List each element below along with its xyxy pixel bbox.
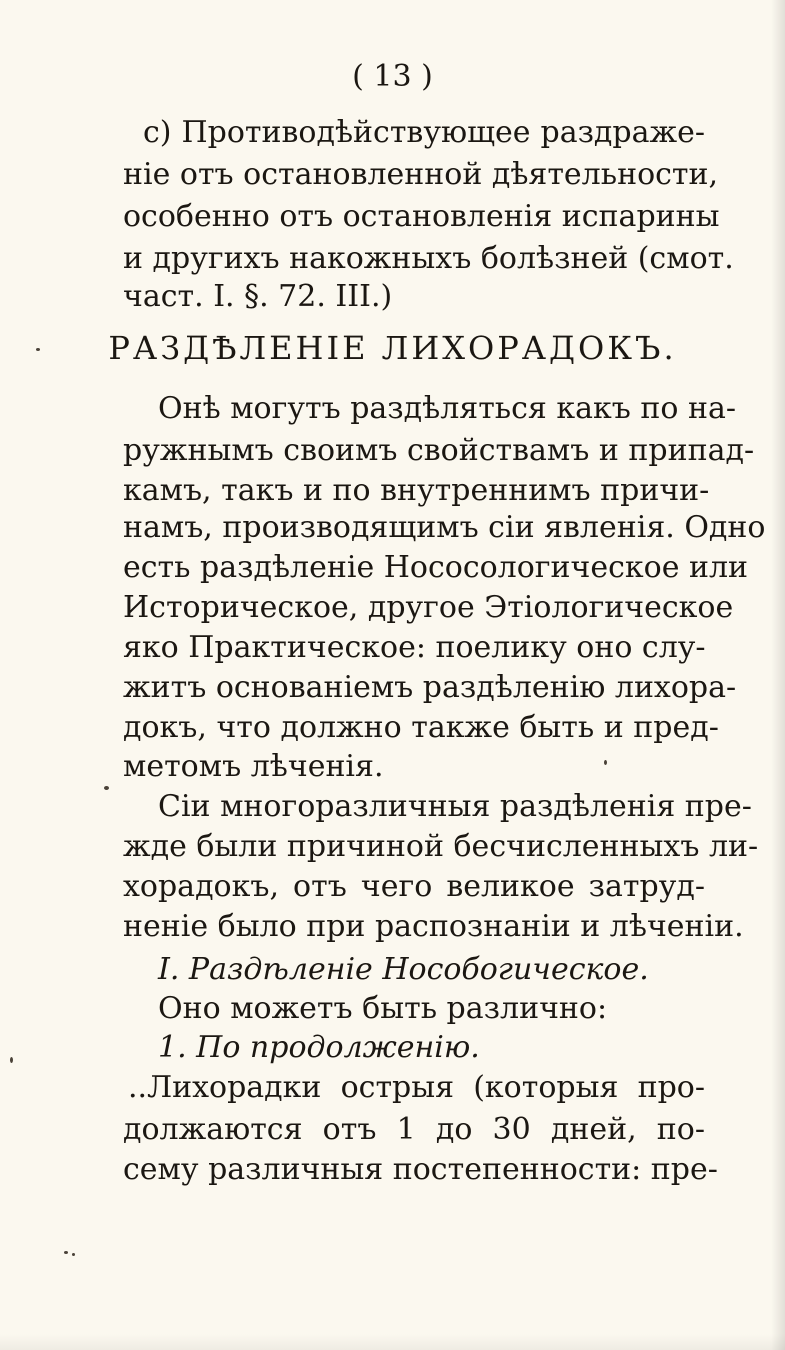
text-line: ніе отъ остановленной дѣятельности,	[123, 157, 719, 192]
ink-speck	[10, 1057, 13, 1063]
text-line: намъ, производящимъ сіи явленія. Одно	[123, 510, 766, 545]
text-line: част. I. §. 72. III.)	[123, 279, 393, 314]
text-line: Историческое, другое Этіологическое	[123, 590, 734, 625]
subsection-title: I. Раздѣленіе Нособогическое.	[158, 952, 649, 987]
page-bottom-shadow	[0, 1334, 785, 1350]
text-line: Сіи многоразличныя раздѣленія пре-	[158, 789, 752, 824]
text-line: камъ, такъ и по внутреннимъ причи-	[123, 473, 710, 508]
text-line: c) Противодѣйствующее раздраже-	[143, 115, 705, 150]
ink-speck	[72, 1253, 75, 1256]
text-line: сему различныя постепенности: пре-	[123, 1152, 718, 1187]
text-line: должаются отъ 1 до 30 дней, по-	[123, 1112, 705, 1147]
text-line: и другихъ накожныхъ болѣзней (смот.	[123, 241, 734, 276]
text-line: яко Практическое: поелику оно слу-	[123, 630, 706, 665]
text-line: жде были причиной бесчисленныхъ ли-	[123, 829, 759, 864]
text-line: хорадокъ, отъ чего великое затруд-	[123, 869, 705, 904]
subsection-subtitle: 1. По продолженію.	[158, 1030, 480, 1065]
text-line: докъ, что должно также быть и пред-	[123, 710, 719, 745]
ink-speck	[604, 760, 607, 765]
section-heading: РАЗДѢЛЕНІЕ ЛИХОРАДОКЪ.	[108, 329, 677, 367]
page-number: ( 13 )	[352, 59, 433, 94]
text-line: Оно можетъ быть различно:	[158, 991, 608, 1026]
text-line: житъ основаніемъ раздѣленію лихора-	[123, 670, 737, 705]
text-line: ружнымъ своимъ свойствамъ и припад-	[123, 433, 755, 468]
ink-speck	[64, 1251, 68, 1254]
text-line: есть раздѣленіе Нососологическое или	[123, 550, 749, 585]
ink-speck	[36, 348, 40, 351]
ink-speck	[104, 786, 109, 790]
text-line: Онѣ могутъ раздѣляться какъ по на-	[158, 391, 737, 426]
text-line: особенно отъ остановленія испарины	[123, 199, 720, 234]
page-edge-shadow	[771, 0, 785, 1350]
text-line: ..Лихорадки острыя (которыя про-	[128, 1070, 705, 1105]
text-line: неніе было при распознаніи и лѣченіи.	[123, 909, 744, 944]
text-line: метомъ лѣченія.	[123, 749, 384, 784]
